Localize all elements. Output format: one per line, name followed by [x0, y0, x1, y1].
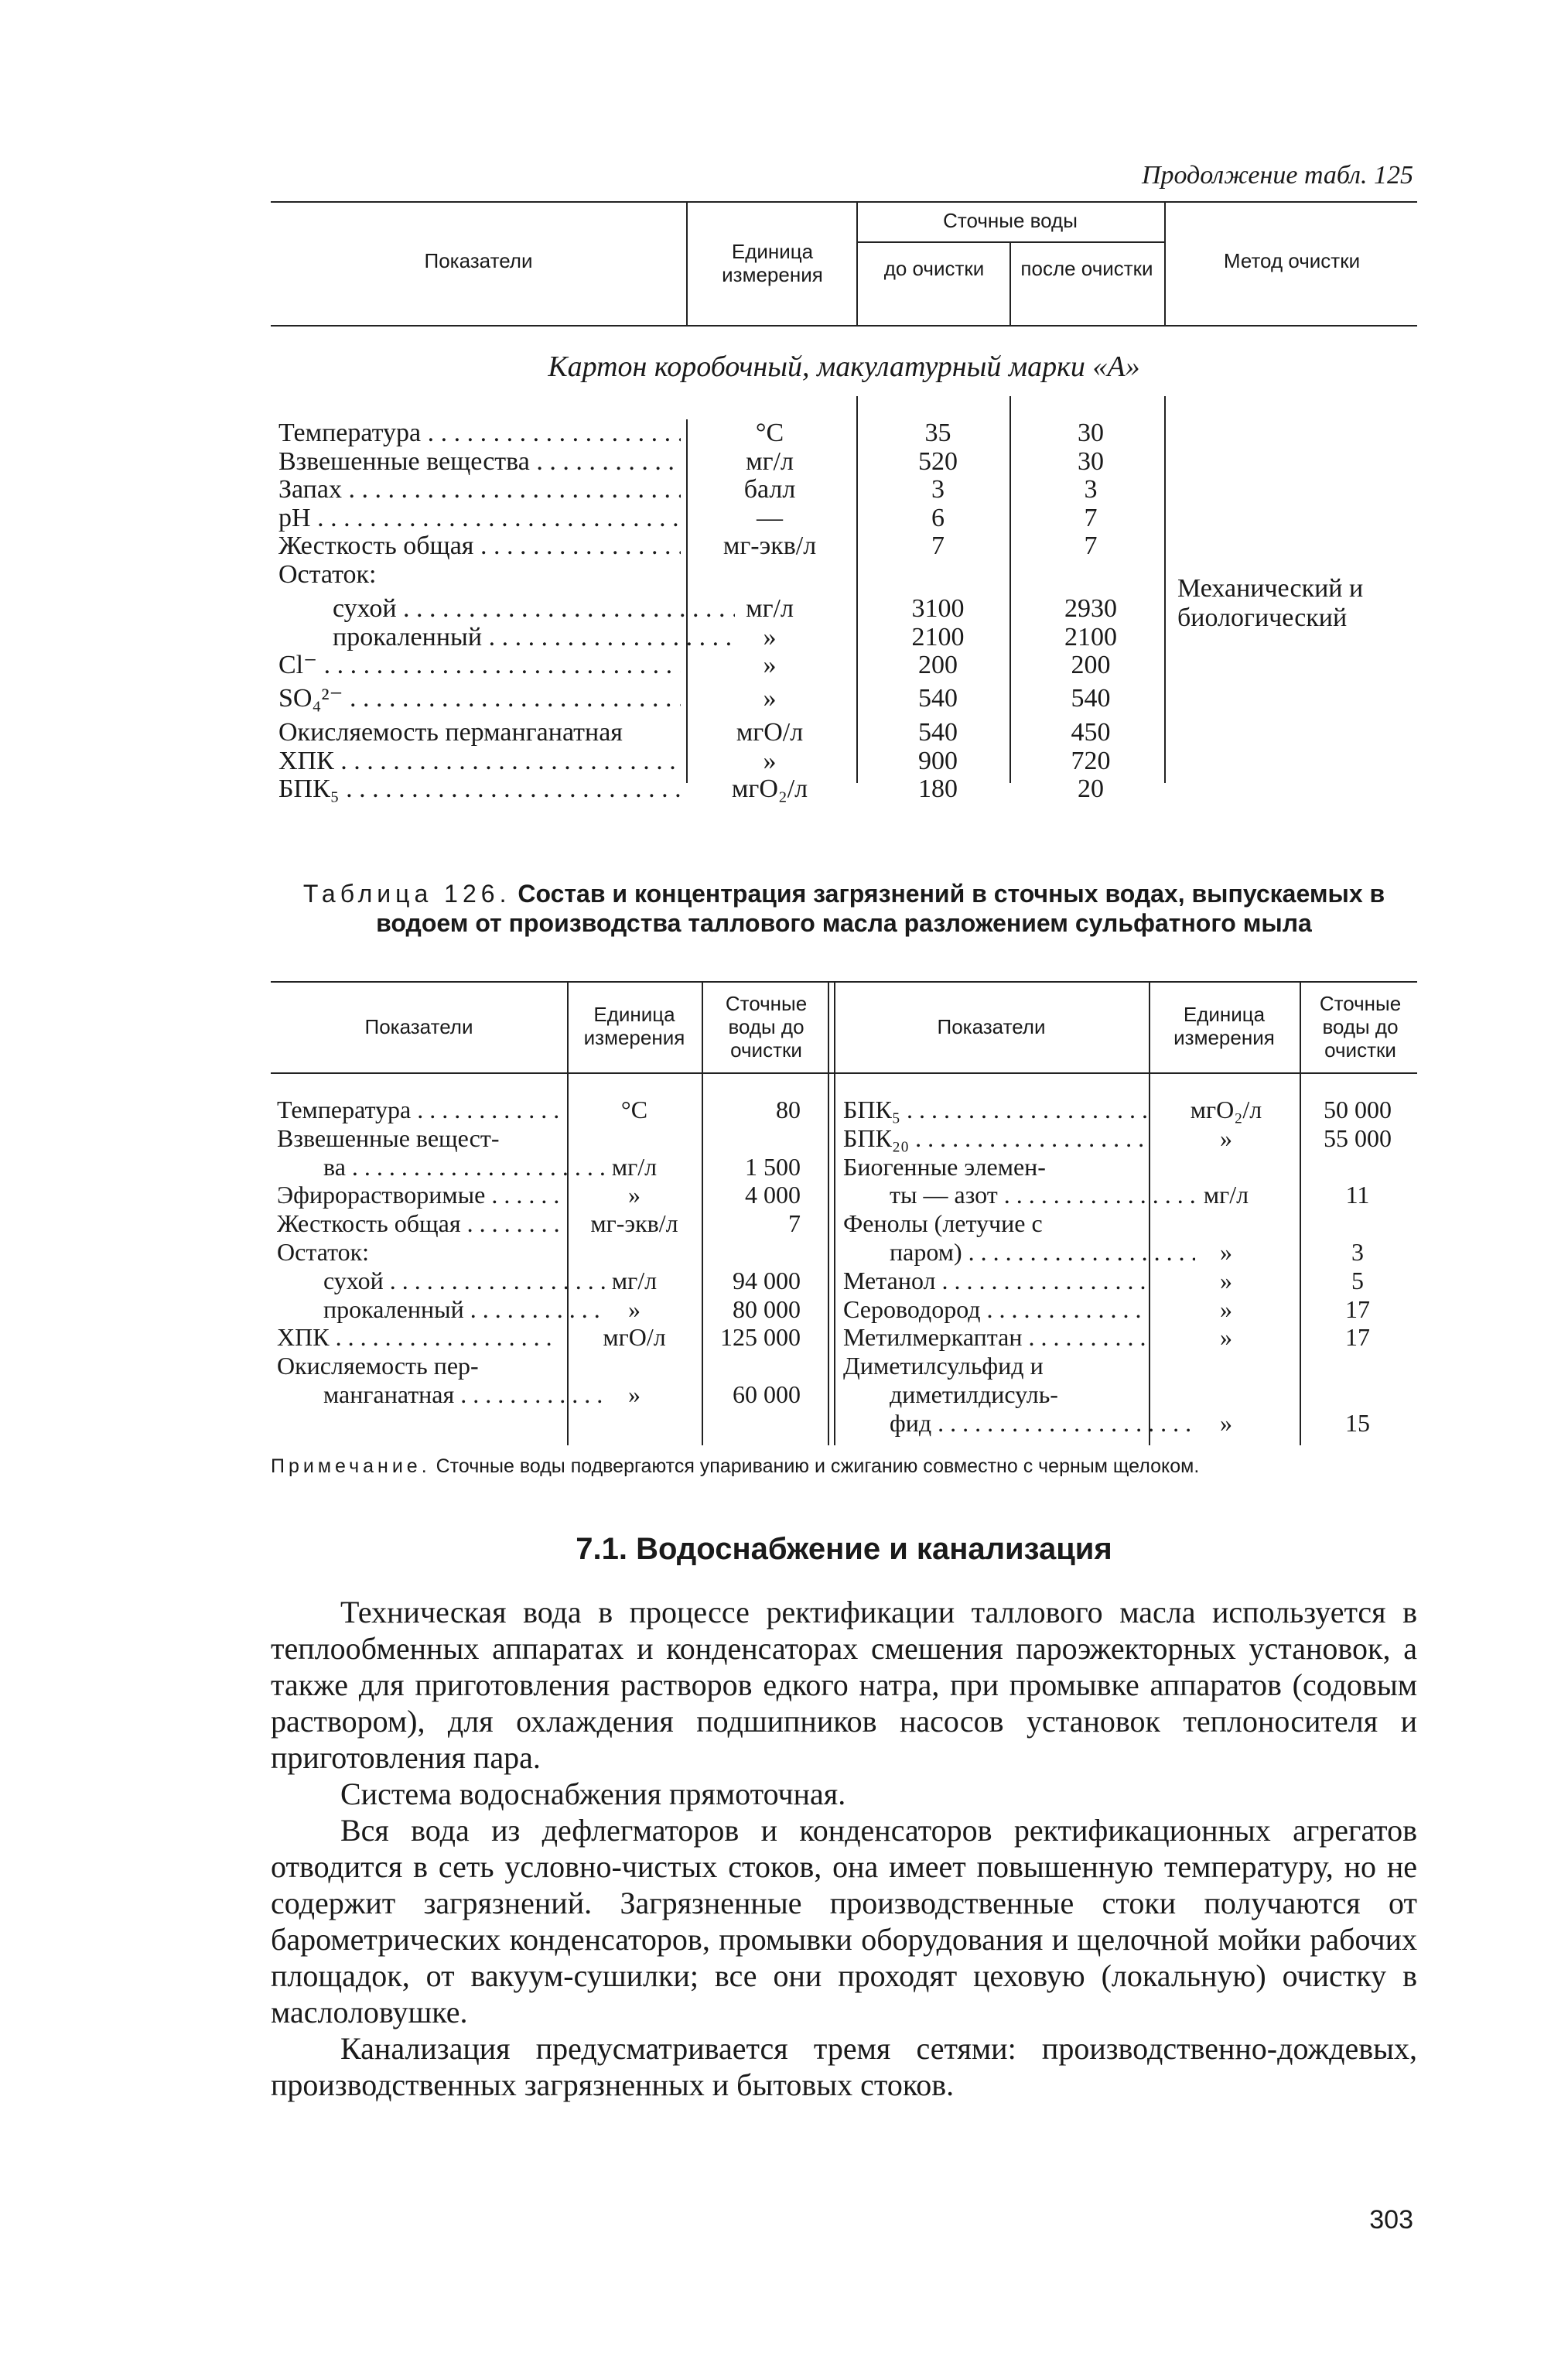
cell-name: Жесткость общая . . .	[277, 1209, 559, 1237]
table-row	[271, 1209, 1417, 1237]
paragraph: Система водоснабжения прямоточная.	[340, 1776, 846, 1811]
cell-name: Метилмеркаптан . . .	[843, 1323, 1149, 1351]
table-row	[271, 747, 1417, 775]
cell-unit: »	[763, 683, 777, 713]
cell-after: 2930	[1064, 594, 1117, 623]
t126-header-unit-left: Единица измерения	[583, 1003, 685, 1049]
cell-unit: »	[1220, 1408, 1232, 1437]
cell-after: 450	[1071, 718, 1111, 747]
cell-value: 17	[1345, 1323, 1370, 1352]
cell-value: 125 000	[720, 1323, 801, 1352]
cell-before: 6	[931, 503, 945, 532]
cell-before: 520	[918, 446, 958, 476]
cell-name: Запах . . .	[278, 476, 681, 504]
cleaning-method: Механический и биологический	[1177, 574, 1364, 632]
cell-before: 180	[918, 775, 958, 803]
cell-unit: мг/л	[611, 1152, 658, 1181]
header-method: Метод очистки	[1223, 249, 1361, 272]
paragraph: Канализация предусматривается тремя сетями: производственно-дождевых, производственных загрязненных и бытовых стоков.	[271, 2031, 1417, 2102]
cell-value: 5	[1351, 1266, 1364, 1294]
cell-name: БПК₂₀ . . .	[843, 1124, 1149, 1152]
cell-unit: »	[1220, 1294, 1232, 1323]
cell-after: 2100	[1064, 622, 1117, 651]
cell-value: 17	[1345, 1294, 1370, 1323]
cell-unit: —	[757, 503, 783, 532]
cell-after: 20	[1078, 775, 1104, 803]
cell-after: 720	[1071, 746, 1111, 775]
header-indicator: Показатели	[424, 249, 533, 272]
cell-unit: »	[1220, 1266, 1232, 1294]
cell-name: ты — азот . . .	[843, 1181, 1195, 1209]
table-row	[271, 419, 1417, 447]
paragraph: Техническая вода в процессе ректификации таллового масла используется в теплообменных аппаратах и конденсаторах смешения пароэжекторных установок, а также для приготовления растворов едкого натра, при промывке аппаратов (содовым раствором), для охлаждения подшипников насосов установок теплоносителя и приготовления пара.	[271, 1595, 1417, 1775]
cell-value: 15	[1345, 1408, 1370, 1437]
table-row	[271, 651, 1417, 679]
cell-unit: »	[1220, 1323, 1232, 1352]
cell-value: 94 000	[733, 1266, 801, 1294]
cell-name: Остаток:	[278, 560, 377, 589]
cell-name: Жесткость общая . . .	[278, 532, 681, 560]
cell-value: 80 000	[733, 1294, 801, 1323]
cell-name: прокаленный . . .	[277, 1295, 606, 1323]
cell-unit: мгО/л	[603, 1323, 666, 1352]
cell-before: 35	[924, 419, 951, 447]
cell-after: 540	[1071, 683, 1111, 713]
note-label: Примечание.	[271, 1455, 431, 1477]
cell-unit: »	[763, 746, 777, 775]
t126-header-indicator-right: Показатели	[937, 1015, 1046, 1038]
cell-unit: мг/л	[746, 446, 794, 476]
cell-unit: »	[763, 622, 777, 651]
cell-after: 30	[1078, 419, 1104, 447]
cell-name: ХПК . . .	[277, 1323, 559, 1351]
table-126-number: Таблица 126.	[302, 880, 511, 908]
header-unit: Единица измерения	[722, 240, 823, 286]
table-row	[271, 1352, 1417, 1380]
cell-after: 7	[1084, 503, 1098, 532]
table-row	[271, 1153, 1417, 1181]
paragraph: Вся вода из дефлегматоров и конденсаторов ректификационных агрегатов отводится в сеть условно-чистых стоков, она имеет повышенную температуру, но не содержит загрязнений. Загрязненные производственные стоки получаются от барометрических конденсаторов, промывки оборудования и щелочной мойки рабочих площадок, от вакуум-сушилки; все они проходят цеховую (локальную) очистку в маслоловушке.	[271, 1813, 1417, 2029]
cell-value: 60 000	[733, 1380, 801, 1408]
cell-value: 3	[1351, 1238, 1364, 1266]
table-row	[271, 1096, 1417, 1123]
cell-name: Фенолы (летучие с	[843, 1209, 1043, 1238]
cell-after: 3	[1084, 475, 1098, 504]
cell-name: Температура . . .	[278, 419, 681, 447]
table-row	[271, 476, 1417, 504]
cell-before: 900	[918, 746, 958, 775]
table-row	[271, 719, 1417, 747]
cell-before: 3100	[911, 594, 965, 623]
cell-unit: °С	[620, 1096, 648, 1123]
cell-before: 3	[931, 475, 945, 504]
cell-name: Биогенные элемен-	[843, 1152, 1046, 1181]
cell-after: 7	[1084, 532, 1098, 560]
table-125	[271, 195, 1417, 969]
cell-value: 11	[1345, 1181, 1370, 1209]
table-top-rule	[271, 201, 1417, 203]
cell-name: Температура . . .	[277, 1096, 559, 1123]
t126-header-unit-right: Единица измерения	[1173, 1003, 1275, 1049]
table-section-title: Картон коробочный, макулатурный марки «А»	[548, 350, 1140, 383]
cell-name: сухой . . .	[278, 595, 735, 623]
cell-value: 1 500	[745, 1152, 801, 1181]
cell-before: 540	[918, 718, 958, 747]
cell-name: Окисляемость перманганатная	[278, 719, 623, 747]
cell-unit: °С	[755, 419, 784, 447]
cell-unit: мг-экв/л	[723, 532, 817, 560]
table-126	[271, 981, 1417, 1445]
cell-value: 50 000	[1324, 1096, 1392, 1123]
cell-name: Эфирорастворимые . . .	[277, 1181, 559, 1209]
cell-unit: »	[1220, 1238, 1232, 1266]
cell-before: 200	[918, 651, 958, 679]
table-row	[271, 1380, 1417, 1408]
note-text: Сточные воды подвергаются упариванию и сжиганию совместно с черным щелоком.	[436, 1455, 1200, 1477]
cell-unit: мг/л	[611, 1266, 658, 1294]
cell-name: паром) . . .	[843, 1238, 1195, 1266]
cell-before: 540	[918, 683, 958, 713]
cell-unit: мг/л	[746, 594, 794, 623]
table-continuation-label: Продолжение табл. 125	[1141, 161, 1413, 190]
table-row	[271, 1267, 1417, 1294]
t126-header-indicator-left: Показатели	[364, 1015, 473, 1038]
cell-unit: »	[628, 1380, 641, 1408]
table-row	[271, 1295, 1417, 1323]
cell-unit: мгО/л	[736, 718, 804, 747]
header-after: после очистки	[1020, 257, 1153, 280]
table-note	[271, 1455, 1417, 1478]
cell-name: Метанол . . .	[843, 1267, 1149, 1294]
table-row	[271, 504, 1417, 532]
section-heading: 7.1. Водоснабжение и канализация	[576, 1532, 1112, 1566]
cell-name: ХПК . . .	[278, 747, 681, 775]
cell-name: SO₄²⁻ . . .	[278, 685, 681, 713]
table-row	[271, 1181, 1417, 1209]
cell-unit: мгО₂/л	[731, 775, 808, 803]
cell-name: Остаток:	[277, 1238, 370, 1266]
cell-name: pH . . .	[278, 504, 681, 532]
cell-value: 80	[776, 1096, 801, 1123]
table-row	[271, 1409, 1417, 1437]
cell-name: Cl⁻ . . .	[278, 651, 681, 679]
cell-name: Диметилсульфид и	[843, 1352, 1044, 1380]
cell-unit: балл	[743, 475, 796, 504]
table-row	[271, 1323, 1417, 1351]
cell-before: 7	[931, 532, 945, 560]
cell-value: 55 000	[1324, 1123, 1392, 1152]
table-row	[271, 1124, 1417, 1152]
t126-header-value-left: Сточные воды до очистки	[725, 992, 808, 1062]
cell-after: 30	[1078, 446, 1104, 476]
table-126-caption	[271, 879, 1417, 938]
table-header-rule	[271, 325, 1417, 327]
cell-value: 4 000	[745, 1181, 801, 1209]
cell-unit: мг-экв/л	[590, 1209, 678, 1238]
table-126-caption-text: Состав и концентрация загрязнений в сточных водах, выпускаемых в водоем от производства таллового масла разложением сульфатного мыла	[376, 880, 1385, 937]
t126-header-value-right: Сточные воды до очистки	[1319, 992, 1402, 1062]
cell-name: БПК₅ . . .	[278, 775, 681, 803]
cell-unit: мгО₂/л	[1190, 1096, 1262, 1123]
cell-name: сухой . . .	[277, 1267, 606, 1294]
cell-name: фид . . .	[843, 1409, 1195, 1437]
page-number: 303	[1369, 2205, 1413, 2235]
cell-name: БПК₅ . . .	[843, 1096, 1149, 1123]
cell-value: 7	[788, 1209, 801, 1238]
header-before: до очистки	[883, 257, 985, 280]
cell-name: Сероводород . . .	[843, 1295, 1149, 1323]
cell-name: Взвешенные вещества . . .	[278, 448, 681, 476]
cell-unit: »	[763, 651, 777, 679]
table-row	[271, 775, 1417, 803]
table-row	[271, 685, 1417, 713]
cell-unit: »	[1220, 1123, 1232, 1152]
cell-name: Взвешенные вещест-	[277, 1123, 500, 1152]
cell-name: прокаленный . . .	[278, 624, 735, 651]
cell-unit: »	[628, 1181, 641, 1209]
cell-name: ва . . .	[277, 1153, 606, 1181]
cell-name: Окисляемость пер-	[277, 1352, 479, 1380]
header-wastewater: Сточные воды	[943, 209, 1078, 232]
body-text	[271, 1594, 1417, 2103]
cell-before: 2100	[911, 622, 965, 651]
table-row	[271, 1238, 1417, 1266]
table-row	[271, 448, 1417, 476]
cell-name: диметилдисуль-	[890, 1380, 1058, 1408]
cell-name: манганатная . . .	[277, 1380, 606, 1408]
table-row	[271, 532, 1417, 560]
cell-unit: мг/л	[1203, 1181, 1249, 1209]
cell-after: 200	[1071, 651, 1111, 679]
cell-unit: »	[628, 1294, 641, 1323]
